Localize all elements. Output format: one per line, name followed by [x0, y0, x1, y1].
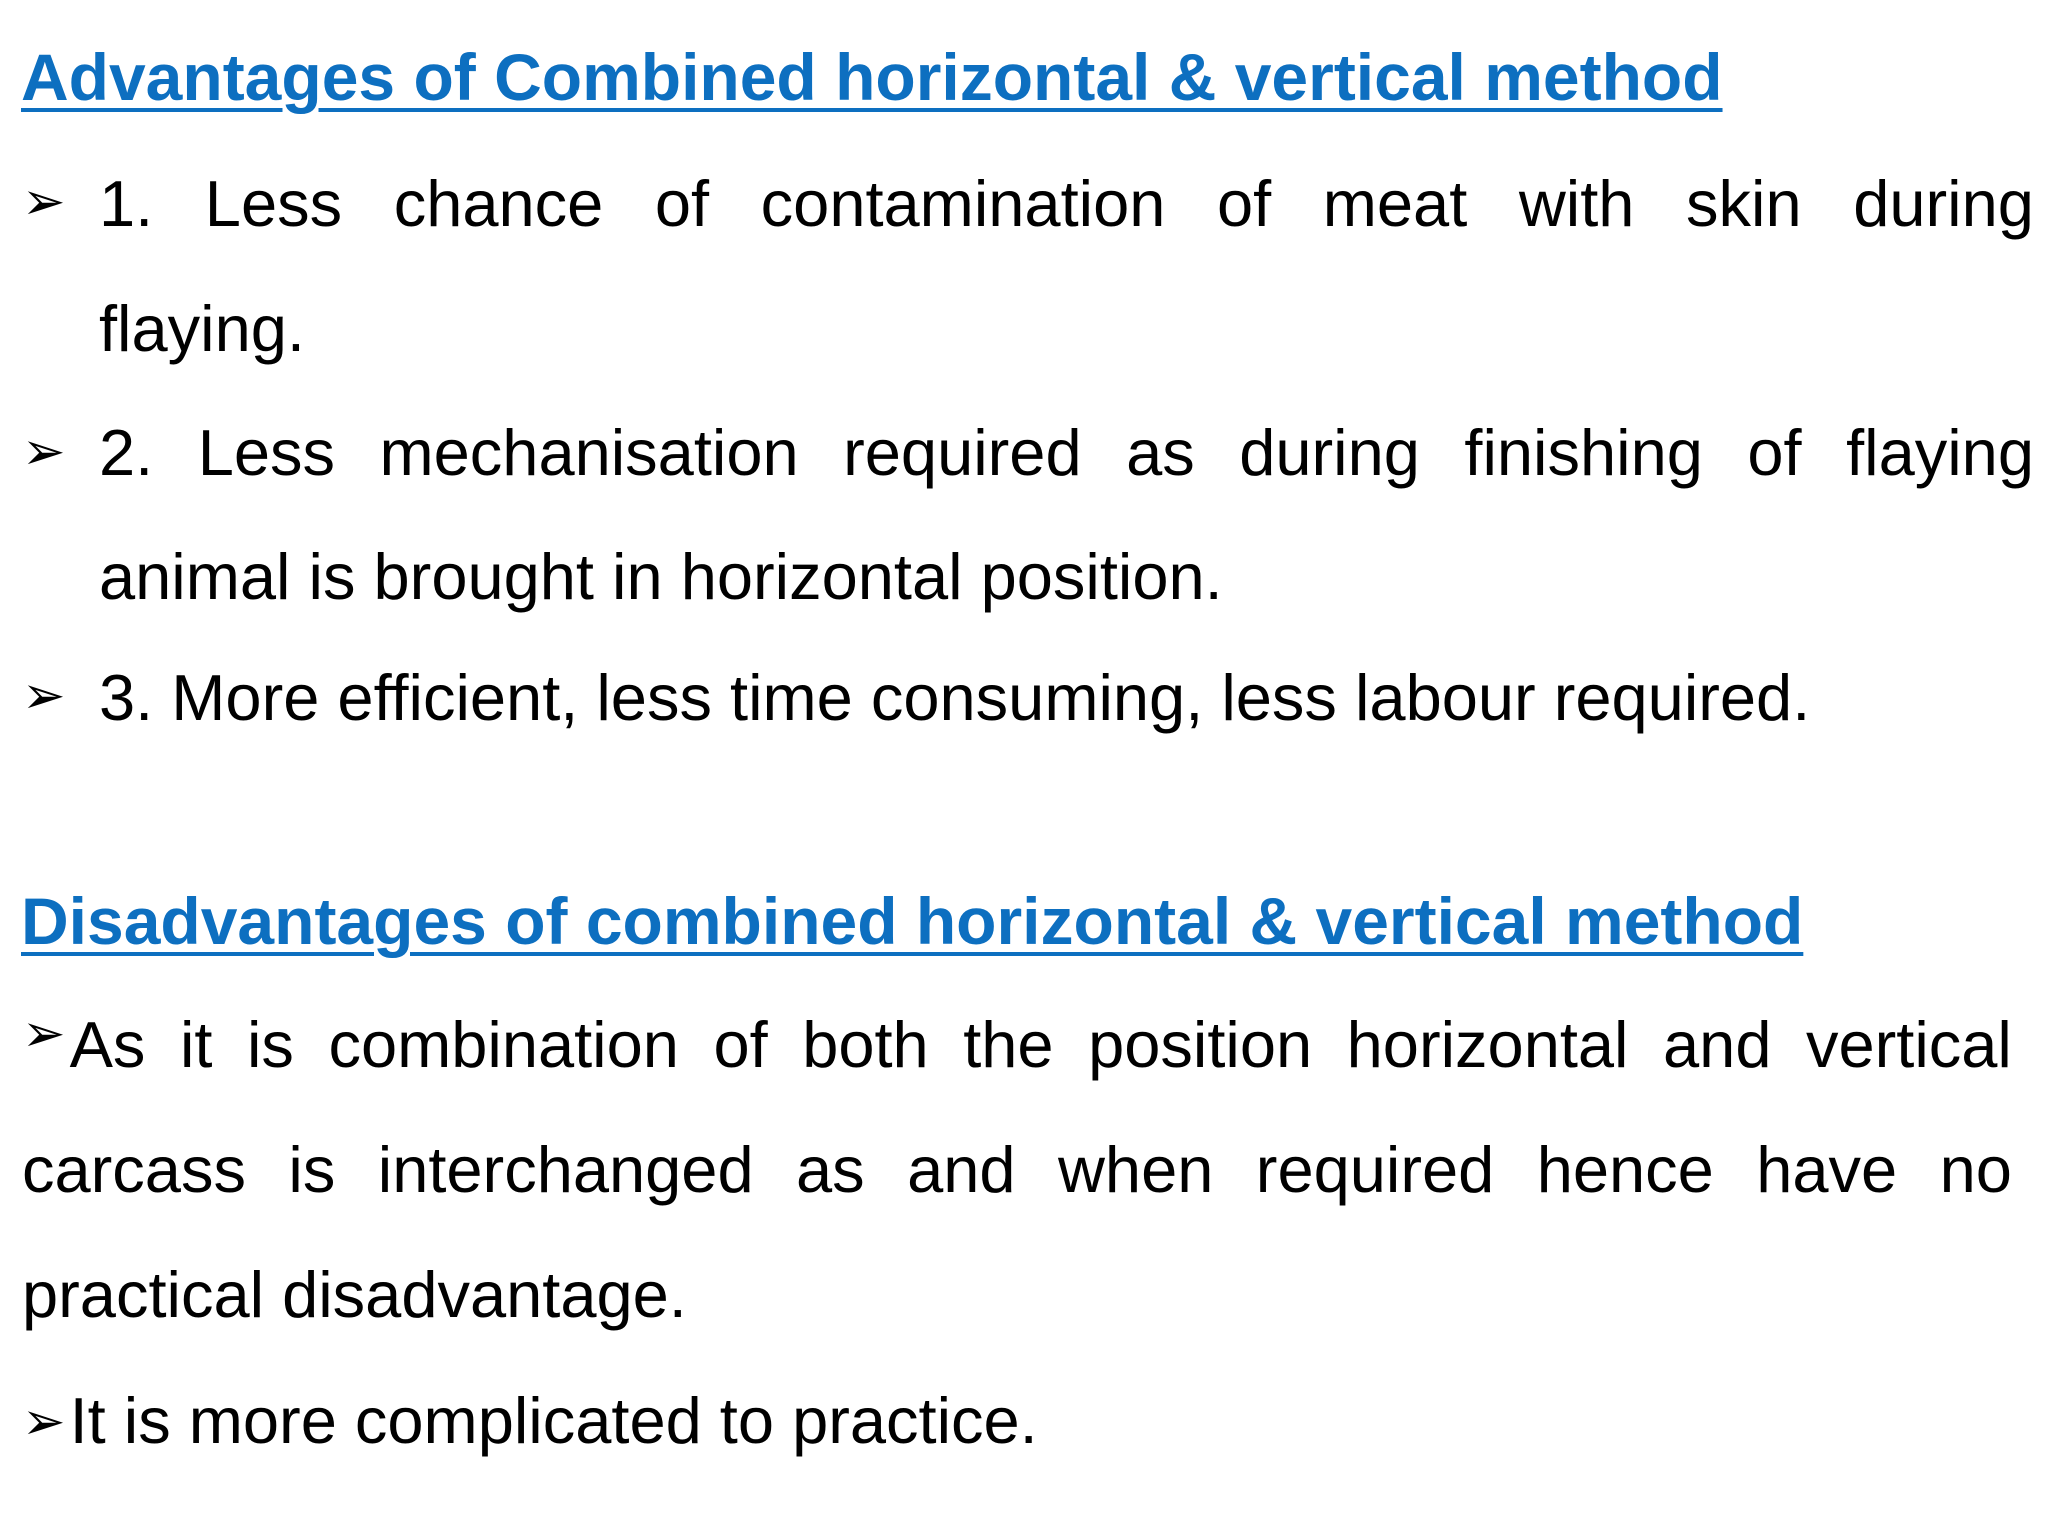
word: position	[1088, 1008, 1313, 1081]
word: As	[69, 1008, 146, 1081]
word: carcass	[22, 1133, 246, 1206]
word: vertical	[1805, 1008, 2012, 1081]
word: of	[654, 167, 710, 240]
word: finishing	[1464, 416, 1703, 489]
word: as	[796, 1133, 865, 1206]
advantage-item-1-line-2: flaying.	[99, 292, 305, 365]
word: Less	[204, 167, 343, 240]
word: 1.	[99, 167, 154, 240]
disadvantage-para-1-line-3: practical disadvantage.	[22, 1258, 687, 1331]
word: hence	[1536, 1133, 1714, 1206]
bullet-arrow-icon: ➢	[22, 173, 66, 231]
word: and	[1663, 1008, 1772, 1081]
word: when	[1057, 1133, 1214, 1206]
word: contamination	[760, 167, 1166, 240]
advantage-item-1-line-1	[99, 167, 2034, 240]
disadvantage-para-1-line-2	[22, 1133, 2012, 1206]
word: mechanisation	[379, 416, 799, 489]
word: of	[713, 1008, 768, 1081]
word: the	[963, 1008, 1054, 1081]
word: meat	[1322, 167, 1468, 240]
bullet-arrow-icon: ➢	[22, 1005, 66, 1063]
word: is	[246, 1008, 294, 1081]
word: of	[1747, 416, 1802, 489]
bullet-arrow-icon: ➢	[22, 1393, 66, 1451]
word: during	[1853, 167, 2034, 240]
word: skin	[1686, 167, 1802, 240]
word: of	[1216, 167, 1272, 240]
word: 2.	[99, 416, 154, 489]
word: is	[288, 1133, 336, 1206]
advantages-heading: Advantages of Combined horizontal & vertical method	[21, 40, 1723, 114]
word: required	[843, 416, 1082, 489]
word: during	[1239, 416, 1420, 489]
bullet-arrow-icon: ➢	[22, 667, 66, 725]
word: both	[802, 1008, 929, 1081]
word: required	[1255, 1133, 1495, 1206]
word: chance	[393, 167, 604, 240]
advantage-item-2-line-2: animal is brought in horizontal position.	[99, 540, 1223, 613]
bullet-arrow-icon: ➢	[22, 423, 66, 481]
word: as	[1126, 416, 1195, 489]
advantage-item-3-line-1: 3. More efficient, less time consuming, less labour required.	[99, 661, 1811, 734]
word: interchanged	[377, 1133, 754, 1206]
disadvantage-para-2-text: It is more complicated to practice.	[69, 1384, 1038, 1457]
word: flaying	[1846, 416, 2034, 489]
word: no	[1939, 1133, 2012, 1206]
disadvantage-para-1-line-1	[22, 1005, 2012, 1081]
word: it	[179, 1008, 213, 1081]
disadvantage-para-1-line-1-words	[69, 1008, 2012, 1081]
word: with	[1518, 167, 1635, 240]
disadvantages-heading: Disadvantages of combined horizontal & vertical method	[21, 884, 1804, 958]
advantage-item-2-line-1	[99, 416, 2034, 489]
word: combination	[328, 1008, 679, 1081]
word: Less	[197, 416, 336, 489]
word: and	[907, 1133, 1016, 1206]
word: have	[1756, 1133, 1898, 1206]
disadvantage-para-2	[22, 1384, 1038, 1457]
word: horizontal	[1346, 1008, 1629, 1081]
